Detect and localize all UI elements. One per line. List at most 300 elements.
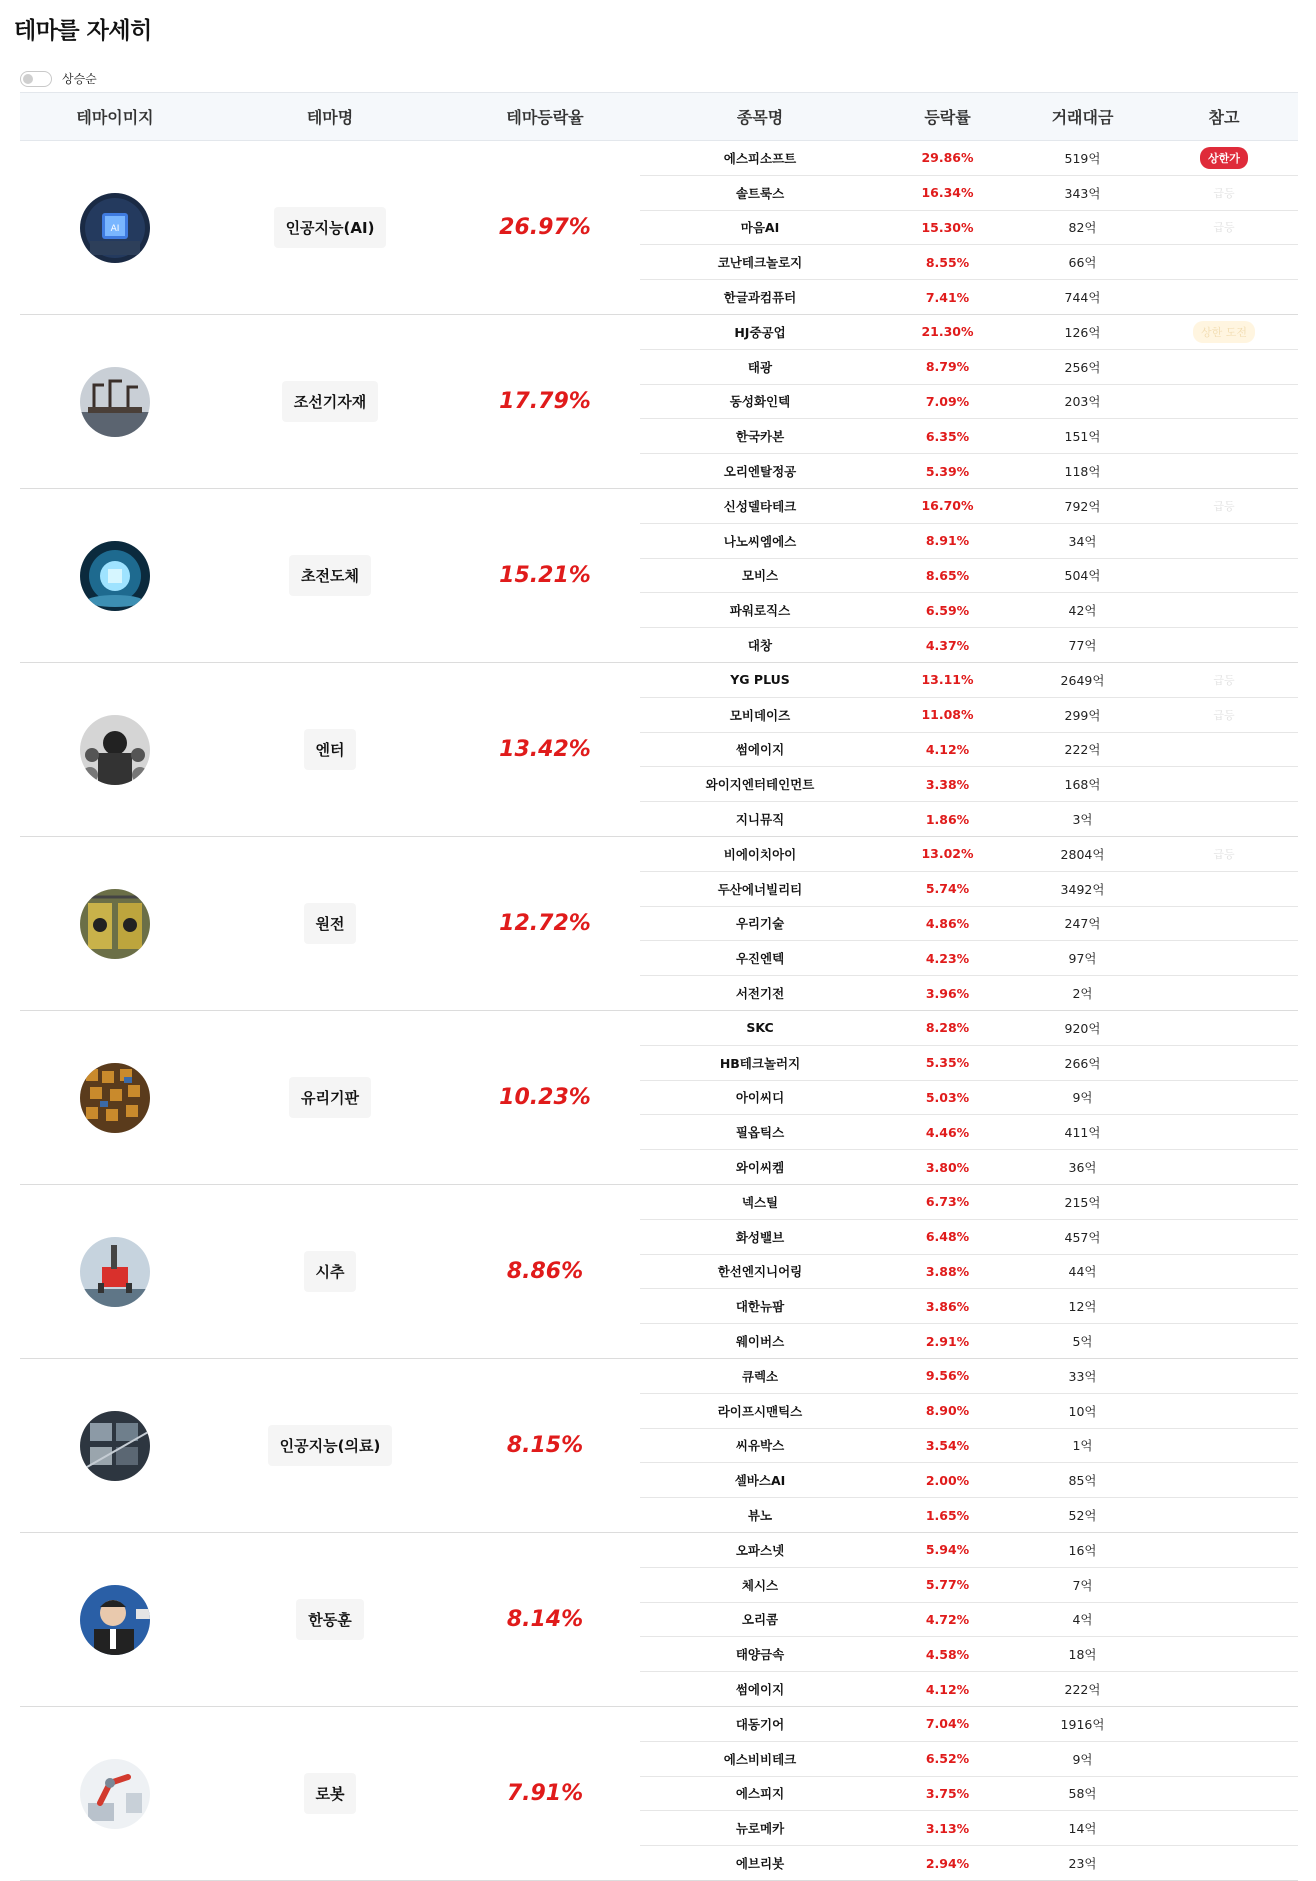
stock-row[interactable] xyxy=(640,419,1298,454)
stock-row[interactable] xyxy=(640,1777,1298,1812)
stock-name[interactable]: 아이씨디 xyxy=(735,1090,785,1106)
stock-volume: 97억 xyxy=(1068,951,1097,967)
theme-group xyxy=(20,837,1298,1011)
stock-volume: 9억 xyxy=(1072,1751,1093,1767)
stock-list xyxy=(640,1011,1298,1184)
stock-name[interactable]: 동성화인텍 xyxy=(729,394,791,410)
stock-name[interactable]: 오리엔탈정공 xyxy=(723,464,797,480)
stock-row[interactable] xyxy=(640,1255,1298,1290)
stock-volume: 215억 xyxy=(1064,1194,1101,1210)
stock-name[interactable]: 두산에너빌리티 xyxy=(717,881,803,897)
stock-rate: 3.38% xyxy=(925,776,970,792)
stock-volume: 792억 xyxy=(1064,498,1101,514)
note-badge: 급등 xyxy=(1213,708,1235,722)
stock-row[interactable] xyxy=(640,1811,1298,1846)
stock-volume: 18억 xyxy=(1068,1647,1097,1663)
stock-name[interactable]: 대창 xyxy=(747,638,773,654)
stock-name[interactable]: 넥스틸 xyxy=(741,1194,779,1210)
stock-note xyxy=(1150,219,1298,235)
stock-rate: 3.75% xyxy=(925,1785,970,1801)
stock-row[interactable] xyxy=(640,280,1298,314)
stock-row[interactable] xyxy=(640,1359,1298,1394)
stock-row[interactable] xyxy=(640,1429,1298,1464)
stock-row[interactable] xyxy=(640,245,1298,280)
stock-volume: 4억 xyxy=(1072,1612,1093,1628)
robot-arm-icon[interactable] xyxy=(80,1759,150,1829)
theme-name-cell xyxy=(210,141,450,314)
header-theme-rate: 테마등락율 xyxy=(506,108,584,127)
theme-name[interactable]: 원전 xyxy=(304,903,357,944)
stock-rate: 4.37% xyxy=(925,637,970,653)
stock-name[interactable]: 신성델타테크 xyxy=(723,498,797,514)
theme-group xyxy=(20,315,1298,489)
stock-rate: 5.39% xyxy=(925,463,970,479)
stock-rate: 4.12% xyxy=(925,741,970,757)
stock-row[interactable] xyxy=(640,1498,1298,1532)
theme-rate: 12.72% xyxy=(499,911,591,936)
stock-list xyxy=(640,1707,1298,1880)
stock-rate: 8.91% xyxy=(925,533,970,549)
stock-row[interactable] xyxy=(640,1289,1298,1324)
stock-rate: 3.54% xyxy=(925,1437,970,1453)
stock-name[interactable]: 나노씨엠에스 xyxy=(723,533,797,549)
oil-rig-icon[interactable] xyxy=(80,1237,150,1307)
superconductor-cube-icon[interactable] xyxy=(80,541,150,611)
stock-name[interactable]: 셀바스AI xyxy=(734,1473,786,1489)
stock-list xyxy=(640,315,1298,488)
sort-toggle[interactable] xyxy=(20,71,52,87)
theme-rate: 13.42% xyxy=(499,737,591,762)
stock-row[interactable] xyxy=(640,315,1298,350)
stock-volume: 3억 xyxy=(1072,812,1093,828)
stock-list xyxy=(640,1533,1298,1706)
nuclear-barrels-icon[interactable] xyxy=(80,889,150,959)
stock-rate: 7.04% xyxy=(925,1716,970,1732)
stock-row[interactable] xyxy=(640,593,1298,628)
stock-row[interactable] xyxy=(640,663,1298,698)
stock-name[interactable]: 태광 xyxy=(747,359,773,375)
stock-rate: 15.30% xyxy=(921,219,974,235)
stock-name[interactable]: 에스피소프트 xyxy=(723,150,797,166)
theme-name[interactable]: 시추 xyxy=(304,1251,357,1292)
stock-list xyxy=(640,837,1298,1010)
stock-rate: 13.11% xyxy=(921,672,974,688)
stock-rate: 8.90% xyxy=(925,1403,970,1419)
person-portrait-icon[interactable] xyxy=(80,1585,150,1655)
theme-name-cell xyxy=(210,1707,450,1880)
stock-name[interactable]: 씨유박스 xyxy=(735,1438,785,1454)
stock-volume: 222억 xyxy=(1064,742,1101,758)
theme-name-cell xyxy=(210,1011,450,1184)
note-badge: 상한 도전 xyxy=(1193,321,1255,343)
stock-name[interactable]: 한국카본 xyxy=(735,429,785,445)
stock-rate: 29.86% xyxy=(921,150,974,166)
stock-row[interactable] xyxy=(640,385,1298,420)
stock-name[interactable]: 체시스 xyxy=(741,1577,779,1593)
theme-image-cell xyxy=(20,1185,210,1358)
glass-substrate-icon[interactable] xyxy=(80,1063,150,1133)
stock-volume: 203억 xyxy=(1064,394,1101,410)
header-note: 참고 xyxy=(1208,108,1240,127)
stock-row[interactable] xyxy=(640,559,1298,594)
stock-rate: 5.35% xyxy=(925,1055,970,1071)
stock-volume: 222억 xyxy=(1064,1682,1101,1698)
theme-rate: 7.91% xyxy=(506,1781,584,1806)
stock-note xyxy=(1150,321,1298,343)
stock-name[interactable]: 에스피지 xyxy=(735,1786,785,1802)
stock-row[interactable] xyxy=(640,802,1298,836)
stock-volume: 9억 xyxy=(1072,1090,1093,1106)
theme-group xyxy=(20,1533,1298,1707)
note-badge: 급등 xyxy=(1213,499,1235,513)
header-volume: 거래대금 xyxy=(1051,108,1114,127)
stock-rate: 16.34% xyxy=(921,185,974,201)
stock-row[interactable] xyxy=(640,1394,1298,1429)
stock-rate: 1.86% xyxy=(925,811,970,827)
stock-volume: 920억 xyxy=(1064,1020,1101,1036)
sort-toggle-label: 상승순 xyxy=(62,72,97,86)
stock-volume: 42억 xyxy=(1068,603,1097,619)
header-theme-image: 테마이미지 xyxy=(76,108,154,127)
theme-name[interactable]: 초전도체 xyxy=(289,555,371,596)
stock-list xyxy=(640,1359,1298,1532)
stock-name[interactable]: 지니뮤직 xyxy=(735,812,785,828)
theme-name[interactable]: 인공지능(의료) xyxy=(268,1425,393,1466)
stock-name[interactable]: SKC xyxy=(746,1020,774,1036)
stock-rate: 3.13% xyxy=(925,1820,970,1836)
stock-volume: 3492억 xyxy=(1060,881,1105,897)
stock-name[interactable]: 비에이치아이 xyxy=(723,846,797,862)
theme-name-cell xyxy=(210,489,450,662)
theme-rate: 15.21% xyxy=(499,563,591,588)
stock-rate: 6.35% xyxy=(925,428,970,444)
theme-image-cell xyxy=(20,141,210,314)
stock-note xyxy=(1150,846,1298,862)
theme-group xyxy=(20,663,1298,837)
stock-rate: 5.94% xyxy=(925,1542,970,1558)
stock-row[interactable] xyxy=(640,767,1298,802)
stock-volume: 36억 xyxy=(1068,1160,1097,1176)
stock-rate: 2.91% xyxy=(925,1333,970,1349)
theme-image-cell xyxy=(20,1707,210,1880)
stock-rate: 8.28% xyxy=(925,1020,970,1036)
theme-rate: 8.15% xyxy=(506,1433,584,1458)
theme-name-cell xyxy=(210,315,450,488)
table-header xyxy=(20,92,1298,141)
stock-name[interactable]: 대한뉴팜 xyxy=(735,1299,785,1315)
theme-group xyxy=(20,489,1298,663)
stock-name[interactable]: 필옵틱스 xyxy=(735,1125,785,1141)
stock-row[interactable] xyxy=(640,941,1298,976)
stock-row[interactable] xyxy=(640,176,1298,211)
theme-group xyxy=(20,1011,1298,1185)
theme-rate: 8.14% xyxy=(506,1607,584,1632)
stock-row[interactable] xyxy=(640,1672,1298,1706)
stock-name[interactable]: 코난테크놀로지 xyxy=(717,255,803,271)
theme-groups xyxy=(20,141,1298,1881)
stock-name[interactable]: 태양금속 xyxy=(735,1647,785,1663)
stock-rate: 3.88% xyxy=(925,1263,970,1279)
theme-name-cell xyxy=(210,837,450,1010)
theme-name[interactable]: 조선기자재 xyxy=(282,381,378,422)
stock-list xyxy=(640,1185,1298,1358)
stock-name[interactable]: 마음AI xyxy=(740,220,780,236)
stock-volume: 5억 xyxy=(1072,1334,1093,1350)
crowd-photo-icon[interactable] xyxy=(80,715,150,785)
stock-row[interactable] xyxy=(640,1324,1298,1358)
theme-image-cell xyxy=(20,315,210,488)
stock-row[interactable] xyxy=(640,211,1298,246)
stock-row[interactable] xyxy=(640,837,1298,872)
stock-volume: 77억 xyxy=(1068,638,1097,654)
stock-rate: 5.77% xyxy=(925,1577,970,1593)
stock-name[interactable]: 와이씨켐 xyxy=(735,1160,785,1176)
theme-name[interactable]: 유리기판 xyxy=(289,1077,371,1118)
stock-volume: 7억 xyxy=(1072,1577,1093,1593)
stock-name[interactable]: 우진엔텍 xyxy=(735,951,785,967)
theme-image-cell xyxy=(20,489,210,662)
stock-note xyxy=(1150,672,1298,688)
theme-rate: 17.79% xyxy=(499,389,591,414)
theme-name-cell xyxy=(210,1359,450,1532)
theme-group xyxy=(20,1185,1298,1359)
stock-volume: 118억 xyxy=(1064,464,1101,480)
stock-rate: 4.23% xyxy=(925,950,970,966)
stock-note xyxy=(1150,147,1298,169)
stock-name[interactable]: 에스비비테크 xyxy=(723,1751,797,1767)
stock-name[interactable]: 에브리봇 xyxy=(735,1856,785,1872)
stock-name[interactable]: 오리콤 xyxy=(741,1612,779,1628)
stock-row[interactable] xyxy=(640,1046,1298,1081)
stock-row[interactable] xyxy=(640,733,1298,768)
stock-row[interactable] xyxy=(640,524,1298,559)
stock-rate: 4.86% xyxy=(925,915,970,931)
theme-name[interactable]: 한동훈 xyxy=(296,1599,363,1640)
stock-row[interactable] xyxy=(640,1115,1298,1150)
note-badge: 급등 xyxy=(1213,221,1235,235)
sort-toggle-row xyxy=(20,70,97,87)
theme-image-cell xyxy=(20,1533,210,1706)
stock-rate: 7.41% xyxy=(925,289,970,305)
theme-group xyxy=(20,1359,1298,1533)
theme-rate: 26.97% xyxy=(499,215,591,240)
stock-rate: 11.08% xyxy=(921,707,974,723)
stock-volume: 33억 xyxy=(1068,1368,1097,1384)
stock-row[interactable] xyxy=(640,628,1298,662)
stock-rate: 3.86% xyxy=(925,1298,970,1314)
stock-rate: 7.09% xyxy=(925,393,970,409)
note-badge: 급등 xyxy=(1213,847,1235,861)
stock-volume: 256억 xyxy=(1064,359,1101,375)
stock-name[interactable]: 대동기어 xyxy=(735,1716,785,1732)
shipyard-cranes-icon[interactable] xyxy=(80,367,150,437)
theme-name[interactable]: 엔터 xyxy=(304,729,357,770)
theme-group xyxy=(20,1707,1298,1881)
stock-row[interactable] xyxy=(640,698,1298,733)
header-stock-rate: 등락률 xyxy=(924,108,971,127)
stock-rate: 4.12% xyxy=(925,1681,970,1697)
stock-volume: 266억 xyxy=(1064,1055,1101,1071)
stock-row[interactable] xyxy=(640,872,1298,907)
stock-rate: 2.94% xyxy=(925,1855,970,1871)
stock-name[interactable]: 화성밸브 xyxy=(735,1229,785,1245)
stock-rate: 21.30% xyxy=(921,324,974,340)
stock-list xyxy=(640,489,1298,662)
stock-name[interactable]: 뉴로메카 xyxy=(735,1821,785,1837)
stock-volume: 1억 xyxy=(1072,1438,1093,1454)
stock-name[interactable]: 우리기술 xyxy=(735,916,785,932)
stock-volume: 85억 xyxy=(1068,1473,1097,1489)
theme-image-cell xyxy=(20,1359,210,1532)
stock-row[interactable] xyxy=(640,454,1298,488)
stock-rate: 6.52% xyxy=(925,1751,970,1767)
note-badge: 급등 xyxy=(1213,673,1235,687)
stock-row[interactable] xyxy=(640,1463,1298,1498)
stock-row[interactable] xyxy=(640,1568,1298,1603)
theme-name[interactable]: 로봇 xyxy=(304,1773,357,1814)
stock-name[interactable]: 와이지엔터테인먼트 xyxy=(705,777,815,793)
stock-volume: 744억 xyxy=(1064,290,1101,306)
stock-name[interactable]: 썸에이지 xyxy=(735,1682,785,1698)
stock-volume: 411억 xyxy=(1064,1125,1101,1141)
stock-name[interactable]: 모비데이즈 xyxy=(729,707,791,723)
ai-chip-icon[interactable] xyxy=(80,193,150,263)
stock-rate: 5.03% xyxy=(925,1089,970,1105)
stock-rate: 6.73% xyxy=(925,1194,970,1210)
stock-rate: 3.80% xyxy=(925,1159,970,1175)
toggle-knob xyxy=(23,74,33,84)
stock-volume: 34억 xyxy=(1068,533,1097,549)
stock-row[interactable] xyxy=(640,1011,1298,1046)
theme-table xyxy=(20,92,1298,1881)
stock-name[interactable]: 한글과컴퓨터 xyxy=(723,290,797,306)
stock-row[interactable] xyxy=(640,1081,1298,1116)
stock-volume: 14억 xyxy=(1068,1821,1097,1837)
stock-volume: 66억 xyxy=(1068,255,1097,271)
stock-name[interactable]: HB테크놀러지 xyxy=(719,1055,801,1071)
stock-volume: 2649억 xyxy=(1060,672,1105,688)
stock-name[interactable]: 파워로직스 xyxy=(729,603,791,619)
svg-text:AI: AI xyxy=(110,223,120,234)
stock-rate: 1.65% xyxy=(925,1507,970,1523)
header-theme-name: 테마명 xyxy=(306,108,354,127)
stock-rate: 8.55% xyxy=(925,254,970,270)
stock-note xyxy=(1150,498,1298,514)
stock-volume: 299억 xyxy=(1064,707,1101,723)
stock-rate: 8.65% xyxy=(925,567,970,583)
stock-rate: 3.96% xyxy=(925,985,970,1001)
theme-image-cell xyxy=(20,1011,210,1184)
stock-name[interactable]: 서전기전 xyxy=(735,986,785,1002)
medical-ai-icon[interactable] xyxy=(80,1411,150,1481)
stock-row[interactable] xyxy=(640,1220,1298,1255)
stock-row[interactable] xyxy=(640,1150,1298,1184)
stock-volume: 168억 xyxy=(1064,777,1101,793)
stock-name[interactable]: 큐렉소 xyxy=(741,1368,779,1384)
stock-row[interactable] xyxy=(640,1533,1298,1568)
stock-row[interactable] xyxy=(640,141,1298,176)
stock-name[interactable]: HJ중공업 xyxy=(734,324,786,340)
stock-row[interactable] xyxy=(640,1742,1298,1777)
stock-row[interactable] xyxy=(640,976,1298,1010)
stock-name[interactable]: 라이프시맨틱스 xyxy=(717,1403,803,1419)
stock-volume: 12억 xyxy=(1068,1299,1097,1315)
stock-volume: 504억 xyxy=(1064,568,1101,584)
stock-rate: 2.00% xyxy=(925,1472,970,1488)
stock-volume: 58억 xyxy=(1068,1786,1097,1802)
stock-volume: 52억 xyxy=(1068,1508,1097,1524)
stock-row[interactable] xyxy=(640,350,1298,385)
stock-volume: 10억 xyxy=(1068,1403,1097,1419)
stock-row[interactable] xyxy=(640,1185,1298,1220)
theme-rate: 10.23% xyxy=(499,1085,591,1110)
stock-rate: 13.02% xyxy=(921,846,974,862)
stock-volume: 82억 xyxy=(1068,220,1097,236)
stock-volume: 519억 xyxy=(1064,150,1101,166)
theme-name-cell xyxy=(210,1185,450,1358)
theme-name[interactable]: 인공지능(AI) xyxy=(274,207,387,248)
stock-row[interactable] xyxy=(640,1637,1298,1672)
stock-rate: 4.58% xyxy=(925,1646,970,1662)
stock-rate: 6.59% xyxy=(925,602,970,618)
theme-group xyxy=(20,141,1298,315)
stock-volume: 151억 xyxy=(1064,429,1101,445)
stock-rate: 9.56% xyxy=(925,1368,970,1384)
stock-note xyxy=(1150,185,1298,201)
stock-row[interactable] xyxy=(640,1603,1298,1638)
stock-note xyxy=(1150,707,1298,723)
stock-list xyxy=(640,663,1298,836)
stock-rate: 4.46% xyxy=(925,1124,970,1140)
theme-image-cell xyxy=(20,837,210,1010)
stock-volume: 2억 xyxy=(1072,986,1093,1002)
stock-volume: 44억 xyxy=(1068,1264,1097,1280)
stock-volume: 343억 xyxy=(1064,185,1101,201)
stock-volume: 16억 xyxy=(1068,1542,1097,1558)
stock-name[interactable]: 모비스 xyxy=(741,568,779,584)
stock-rate: 4.72% xyxy=(925,1611,970,1627)
stock-name[interactable]: 한선엔지니어링 xyxy=(717,1264,803,1280)
page-title: 테마를 자세히 xyxy=(14,18,152,44)
stock-volume: 23억 xyxy=(1068,1856,1097,1872)
header-stock-name: 종목명 xyxy=(736,108,784,127)
stock-list xyxy=(640,141,1298,314)
stock-rate: 6.48% xyxy=(925,1229,970,1245)
stock-row[interactable] xyxy=(640,907,1298,942)
stock-name[interactable]: 솔트룩스 xyxy=(735,185,785,201)
theme-name-cell xyxy=(210,1533,450,1706)
stock-volume: 2804억 xyxy=(1060,846,1105,862)
stock-name[interactable]: 오파스넷 xyxy=(735,1542,785,1558)
stock-name[interactable]: 뷰노 xyxy=(747,1508,773,1524)
stock-row[interactable] xyxy=(640,489,1298,524)
stock-volume: 1916억 xyxy=(1060,1716,1105,1732)
stock-rate: 8.79% xyxy=(925,359,970,375)
stock-row[interactable] xyxy=(640,1707,1298,1742)
stock-volume: 247억 xyxy=(1064,916,1101,932)
stock-name[interactable]: 웨이버스 xyxy=(735,1334,785,1350)
theme-name-cell xyxy=(210,663,450,836)
stock-volume: 457억 xyxy=(1064,1229,1101,1245)
stock-name[interactable]: 썸에이지 xyxy=(735,742,785,758)
stock-volume: 126억 xyxy=(1064,324,1101,340)
stock-row[interactable] xyxy=(640,1846,1298,1880)
stock-name[interactable]: YG PLUS xyxy=(730,672,790,688)
theme-rate: 8.86% xyxy=(506,1259,584,1284)
stock-rate: 5.74% xyxy=(925,881,970,897)
theme-image-cell xyxy=(20,663,210,836)
note-badge: 상한가 xyxy=(1200,147,1248,169)
